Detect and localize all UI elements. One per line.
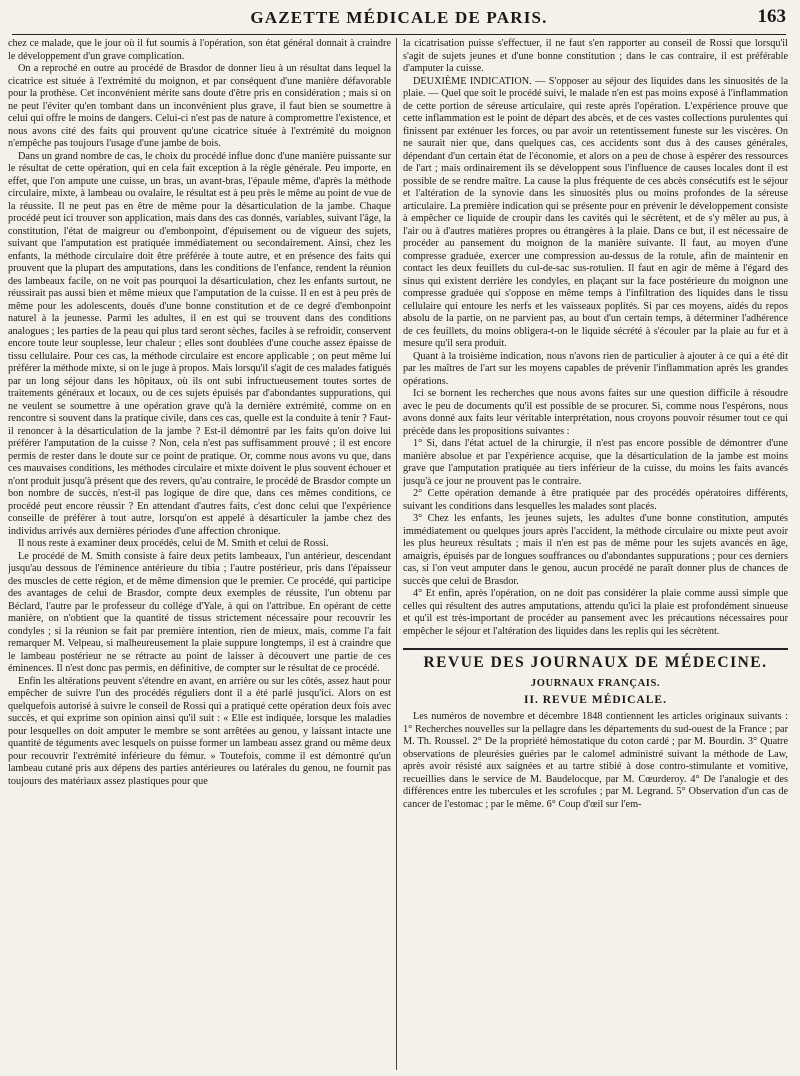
- section-heading: II. REVUE MÉDICALE.: [524, 694, 667, 706]
- paragraph: On a reproché en outre au procédé de Brasdor de donner lieu à un résultat dans lequel la cicatrice est située à l'extrémité du moignon, et par conséquent d'une manière défavorable pour la prothèse. Cet inconvénient mérite sans doute d'être pris en considération ; mais si on ne peut l'éviter qu'en tombant dans un inconvénient plus grave, il faut bien se soumettre à celui qui offre le moins de dangers. Celui-ci n'est pas de nature à compromettre l'existence, et nous avons cité des faits qui prouvent qu'une cicatrice située à l'extrémité du moignon n'empêche pas toujours l'usage d'une jambe de bois.: [8, 63, 391, 149]
- paragraph: la cicatrisation puisse s'effectuer, il ne faut s'en rapporter au conseil de Rossi que lorsqu'il s'agit de sujets jeunes et d'une bonne constitution ; dans le cas contraire, il est préférable d'amputer la cuisse.: [403, 38, 788, 74]
- page-number: 163: [757, 6, 786, 27]
- masthead: [12, 4, 786, 35]
- paragraph: Enfin les altérations peuvent s'étendre en avant, en arrière ou sur les côtés, assez haut pour empêcher de suivre l'un des procédés réguliers dont il a été parlé jusqu'ici. Alors on est quelquefois autorisé à suivre le conseil de Rossi qui a pratiqué cette opération deux fois avec succès, et qui exprime son opinion ainsi qu'il suit : « Elle est indiquée, lorsque les maladies pour lesquelles on doit amputer le membre se sont arrêtées au genou, y laissant intacte une quantité de téguments avec lesquels on puisse former un lambeau assez grand ou même deux pour recouvrir l'extrémité inférieure du fémur. » Toutefois, comme il est démontré qu'un lambeau cutané pris aux dépens des parties antérieures ou latérales du genou, ne fournit pas toujours des matériaux assez plastiques pour que: [8, 675, 391, 787]
- paragraph: 4° Et enfin, après l'opération, on ne doit pas considérer la plaie comme aussi simple que celles qui résultent des autres amputations, attendu qu'ici la plaie est profondément sinueuse et qu'il est très-important de procéder au pansement avec les précautions nécessaires pour empêcher le séjour et l'altération des liquides dans les replis qui les sécrètent.: [403, 588, 788, 637]
- paragraph: Le procédé de M. Smith consiste à faire deux petits lambeaux, l'un antérieur, descendant jusqu'au dessous de l'éminence antérieure du tibia ; l'autre postérieur, pris dans l'épaisseur des muscles de cette région, et de même dimension que le premier. Ce procédé, qui participe des avantages de celui de Brasdor, compte deux exemples de réussite, l'un obtenu par Béclard, l'autre par le professeur du collége d'Yale, à qui on l'attribue. En opérant de cette manière, on n'obtient que la quantité de tissus strictement nécessaire pour recouvrir les condyles ; si la réunion se fait par première intention, rien de mieux, mais, comme l'a fait remarquer M. Velpeau, si malheureusement la plaie suppure longtemps, il est à craindre que le lambeau postérieur ne se rétracte au point de laisser à découvert une partie de ces éminences. Il n'est donc pas permis, en définitive, de compter sur le résultat de ce procédé.: [8, 550, 391, 674]
- paragraph: Ici se bornent les recherches que nous avons faites sur une question difficile à résoudre avec le peu de documents qu'il est possible de se procurer. Si, comme nous l'espérons, nous avons donné aux faits leur véritable interprétation, nous croyons pouvoir résumer tout ce qui précède dans les propositions suivantes :: [403, 388, 788, 437]
- paragraph: chez ce malade, que le jour où il fut soumis à l'opération, son état général donnait à craindre le développement d'un grave complication.: [8, 38, 391, 62]
- paragraph: 2° Cette opération demande à être pratiquée par des procédés opératoires différents, suivant les conditions dans lesquelles les malades sont placés.: [403, 488, 788, 512]
- journal-title: GAZETTE MÉDICALE DE PARIS.: [250, 8, 548, 27]
- left-column: [8, 38, 391, 1068]
- section-divider: [403, 648, 788, 650]
- paragraph: DEUXIÈME INDICATION. — S'opposer au séjour des liquides dans les sinuosités de la plaie. — Quel que soit le procédé suivi, le malade n'en est pas moins exposé à l'inflammation de cette portion de séreuse articulaire, qui reste après l'opération. L'expérience prouve que cette inflammation est le point de départ des abcès, et de ces vastes collections purulentes qui finissent par exténuer les forces, ou par avoir un retentissement funeste sur les viscères. On ne saurait nier que, dans quelques cas, ces accidents sont dus à des causes générales, dépendant d'un certain état de l'économie, et alors on a peu de chose à espérer des ressources de l'art ; mais ordinairement ils se développent sous l'influence de causes locales dont il est possible de se rendre maître. La cause la plus fréquente de ces abcès consécutifs est le séjour et l'altération de la synovie dans les sinuosités plus ou moins profondes de la séreuse articulaire. La première indication qui se présente pour en prévenir le développement consiste à empêcher ce liquide de croupir dans les cavités qui le sécrètent, et de s'y mêler au pus, à l'air ou à d'autres matières propres ou étrangères à la plaie. Dans ce but, il est nécessaire de procéder au pansement du moignon de la manière suivante. Il faut, au moyen d'une compresse graduée, exercer une compression au-dessus de la rotule, afin de maintenir en contact les deux feuillets du cul-de-sac sus-rotulien. Il faut en agir de même à l'égard des sinus qui existent derrière les condyles, en plaçant sur la face postérieure du moignon une compresse graduée qui s'oppose en même temps à l'infiltration des liquides dans le tissu cellulaire qui entoure les nerfs et les vaisseaux poplités. Si par ces moyens, aidés du repos absolu de la partie, on ne parvient pas, au bout d'un certain temps, à déterminer l'adhérence de ces feuillets, du moins obligera-t-on le liquide sécrété à s'écouler par la plaie au fur et à mesure qu'il sera produit.: [403, 75, 788, 349]
- paragraph: Quant à la troisième indication, nous n'avons rien de particulier à ajouter à ce qui a été dit par les maîtres de l'art sur les moyens capables de prévenir l'inflammation après les grandes opérations.: [403, 350, 788, 387]
- paragraph: Les numéros de novembre et décembre 1848 contiennent les articles originaux suivants : 1° Recherches nouvelles sur la pellagre dans les départements du sud-ouest de la France ; par M. Th. Roussel. 2° De la propriété hémostatique du coton cardé ; par M. Bourdin. 3° Quatre observations de pleurésies guéries par le calomel administré suivant la méthode de Law, après avoir résisté aux saignées et au tartre stibié à dose contro-stimulante et vomitive, recueillies dans le service de M. Baudelocque, par M. Cœurderoy. 4° De l'analogie et des différences entre les tubercules et les scrofules ; par M. Legrand. 5° Observation d'un cas de cancer de l'estomac ; par le même. 6° Coup d'œil sur l'em-: [403, 711, 788, 810]
- paragraph: Il nous reste à examiner deux procédés, celui de M. Smith et celui de Rossi.: [18, 538, 329, 549]
- paragraph: 1° Si, dans l'état actuel de la chirurgie, il n'est pas encore possible de démontrer d'une manière absolue et par l'expérience acquise, que la désarticulation de la jambe est moins grave que l'amputation pratiquée au tiers inférieur de la cuisse, du moins les faits avancés jusqu'à ce jour ne prouvent pas le contraire.: [403, 438, 788, 487]
- paragraph: 3° Chez les enfants, les jeunes sujets, les adultes d'une bonne constitution, amputés immédiatement ou quelques jours après l'accident, la méthode circulaire ou mixte peut avoir les plus heureux résultats ; mais il n'en est pas de même pour les sujets avancés en âge, amaigris, épuisés par de longues souffrances ou d'abondantes suppurations ; pour ces derniers cas, si l'on veut amputer dans le genou, aucun procédé ne paraît donner plus de chances de succès que celui de Brasdor.: [403, 513, 788, 587]
- section-title: REVUE DES JOURNAUX DE MÉDECINE.: [423, 654, 768, 671]
- section-subtitle: JOURNAUX FRANÇAIS.: [530, 678, 661, 689]
- right-column: [403, 38, 788, 1068]
- column-divider: [396, 38, 397, 1070]
- paragraph: Dans un grand nombre de cas, le choix du procédé influe donc d'une manière puissante sur le résultat de cette opération, qui en cela fait exception à la règle générale. Peu importe, en effet, que l'on ampute une cuisse, un bras, un avant-bras, l'épaule même, d'après la méthode circulaire, mixte, à lambeau ou ovalaire, le résultat est à peu près le même au point de vue de la réussite. Il ne peut pas en être de même pour la désarticulation de la jambe. Chaque procédé peut ici trouver son application, mais dans des cas donnés, variables, suivant l'âge, la constitution, l'état de maigreur ou d'embonpoint, d'épuisement ou de vigueur des sujets, suivant que l'amputation est pratiquée immédiatement ou secondairement. Ainsi, chez les enfants, la méthode circulaire doit être préférée à toute autre, et en présence des faits qui prouvent que la plupart des amputations, dans les conditions de l'enfance, rendent la réunion des lambeaux facile, on ne voit pas pourquoi la désarticulation, chez les enfants surtout, ne réussirait pas aussi bien et même mieux que l'amputation de la cuisse. Il en est à peu près de même pour les adolescents, doués d'une bonne constitution et de ce degré d'embonpoint naturel à la jeunesse. Parmi les adultes, il en est qui se trouvent dans des conditions analogues ; les parties de la peau qui plus tard seront sèches, faciles à se refroidir, conservent encore toute leur souplesse, leur chaleur ; elles sont doublées d'une couche assez épaisse de tissu cellulaire. Pour ces cas, la méthode circulaire est encore applicable ; on peut même lui préférer la méthode mixte, si on le juge à propos. Mais lorsqu'il s'agit de ces malades fatigués par un long séjour dans les hôpitaux, où ils ont subi infructueusement toutes sortes de traitements généraux et locaux, ou de ces sujets épuisés par d'abondantes suppurations, qui ne veulent se soumettre à une opération grave qu'à la dernière extrémité, comme on en rencontre si souvent dans la pratique civile, dans ces cas, quelle est la conduite à tenir ? Faut-il renoncer à la désarticulation de la jambe ? Est-il démontré par les faits qu'on doive lui préférer l'amputation de la cuisse ? Non, cela n'est pas suffisamment prouvé ; il est encore permis de rester dans le doute sur ce point de pratique. Or, comme nous avons vu que, dans ces mauvaises conditions, les méthodes circulaire et mixte doivent le plus souvent échouer et n'ont produit jusqu'à présent que des revers, qu'au contraire, le procédé de Brasdor compte un bon nombre de succès, n'est-il pas logique de dire que, dans ces mêmes conditions, ce procédé peut encore réussir ? En attendant d'autres faits, c'est donc celui que l'expérience conseille de préférer à tout autre, lorsqu'on est appelé à désarticuler la jambe chez des individus arrivés aux dernières périodes d'une affection chronique.: [8, 150, 391, 537]
